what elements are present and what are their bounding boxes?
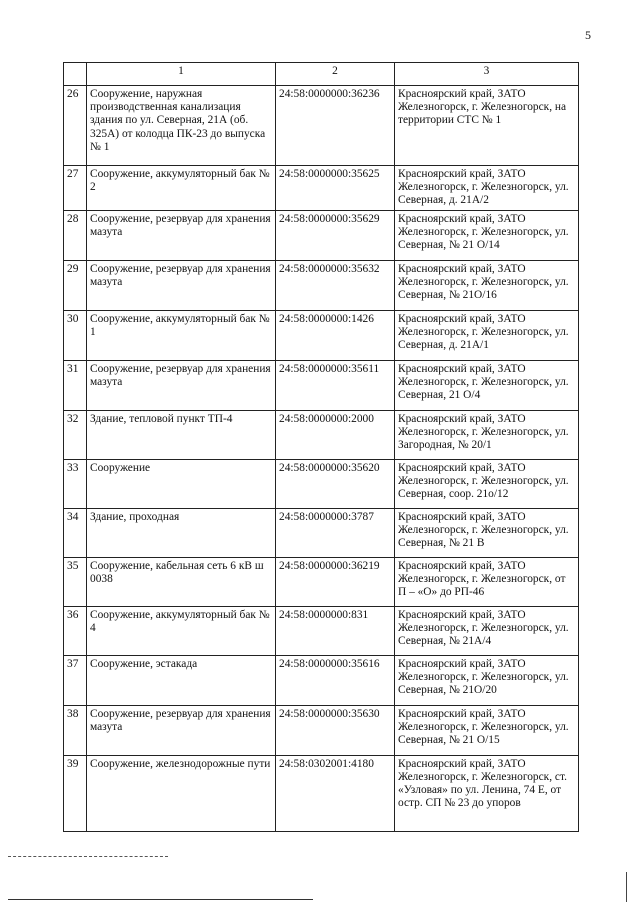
object-name: Сооружение — [87, 459, 276, 508]
object-name: Сооружение, аккумуляторный бак № 4 — [87, 606, 276, 655]
table-row — [64, 557, 579, 606]
cadastral-number: 24:58:0000000:35611 — [276, 360, 395, 410]
object-name: Здание, проходная — [87, 508, 276, 557]
object-address: Красноярский край, ЗАТО Железногорск, г. Железногорск, ул. Северная, № 21О/20 — [395, 655, 579, 705]
cadastral-number: 24:58:0000000:1426 — [276, 310, 395, 360]
cadastral-number: 24:58:0000000:831 — [276, 606, 395, 655]
table-row — [64, 755, 579, 831]
object-name: Сооружение, резервуар для хранения мазута — [87, 260, 276, 310]
object-address: Красноярский край, ЗАТО Железногорск, г. Железногорск, ул. Северная, 21 О/4 — [395, 360, 579, 410]
object-address: Красноярский край, ЗАТО Железногорск, г. Железногорск, ул. Загородная, № 20/1 — [395, 410, 579, 459]
object-address: Красноярский край, ЗАТО Железногорск, г. Железногорск, ул. Северная, д. 21А/1 — [395, 310, 579, 360]
object-address: Красноярский край, ЗАТО Железногорск, г. Железногорск, ул. Северная, д. 21А/2 — [395, 166, 579, 211]
object-address: Красноярский край, ЗАТО Железногорск, г. Железногорск, ул. Северная, № 21О/16 — [395, 260, 579, 310]
object-address: Красноярский край, ЗАТО Железногорск, г. Железногорск, ул. Северная, № 21А/4 — [395, 606, 579, 655]
footer-rule — [8, 899, 313, 900]
row-number: 29 — [64, 260, 87, 310]
object-name: Сооружение, резервуар для хранения мазута — [87, 360, 276, 410]
object-name: Сооружение, кабельная сеть 6 кВ ш 0038 — [87, 557, 276, 606]
table-row — [64, 360, 579, 410]
cadastral-number: 24:58:0000000:36219 — [276, 557, 395, 606]
table-row — [64, 86, 579, 166]
header-cell-address: 3 — [395, 63, 579, 86]
row-number: 27 — [64, 166, 87, 211]
table-row — [64, 606, 579, 655]
object-name: Сооружение, аккумуляторный бак № 1 — [87, 310, 276, 360]
cadastral-number: 24:58:0000000:2000 — [276, 410, 395, 459]
table-row — [64, 210, 579, 260]
row-number: 34 — [64, 508, 87, 557]
table-row — [64, 655, 579, 705]
row-number: 26 — [64, 86, 87, 166]
row-number: 30 — [64, 310, 87, 360]
table-row — [64, 166, 579, 211]
cadastral-number: 24:58:0000000:35620 — [276, 459, 395, 508]
row-number: 32 — [64, 410, 87, 459]
cadastral-number: 24:58:0000000:35616 — [276, 655, 395, 705]
cadastral-number: 24:58:0000000:35632 — [276, 260, 395, 310]
scan-edge-mark — [626, 872, 627, 902]
property-registry-table — [63, 62, 579, 832]
object-address: Красноярский край, ЗАТО Железногорск, г. Железногорск, ул. Северная, № 21 О/14 — [395, 210, 579, 260]
object-name: Здание, тепловой пункт ТП-4 — [87, 410, 276, 459]
row-number: 35 — [64, 557, 87, 606]
table-row — [64, 310, 579, 360]
object-name: Сооружение, резервуар для хранения мазута — [87, 705, 276, 755]
table-row — [64, 705, 579, 755]
object-address: Красноярский край, ЗАТО Железногорск, г. Железногорск, на территории СТС № 1 — [395, 86, 579, 166]
table-header-row — [64, 63, 579, 86]
object-name: Сооружение, резервуар для хранения мазута — [87, 210, 276, 260]
row-number: 38 — [64, 705, 87, 755]
object-name: Сооружение, железнодорожные пути — [87, 755, 276, 831]
row-number: 31 — [64, 360, 87, 410]
object-address: Красноярский край, ЗАТО Железногорск, г. Железногорск, от П – «О» до РП-46 — [395, 557, 579, 606]
cadastral-number: 24:58:0000000:3787 — [276, 508, 395, 557]
cadastral-number: 24:58:0302001:4180 — [276, 755, 395, 831]
cadastral-number: 24:58:0000000:36236 — [276, 86, 395, 166]
cadastral-number: 24:58:0000000:35630 — [276, 705, 395, 755]
table-row — [64, 459, 579, 508]
object-address: Красноярский край, ЗАТО Железногорск, г. Железногорск, ул. Северная, соор. 21о/12 — [395, 459, 579, 508]
cadastral-number: 24:58:0000000:35625 — [276, 166, 395, 211]
table-row — [64, 260, 579, 310]
table-row — [64, 410, 579, 459]
table-body — [64, 86, 579, 832]
object-address: Красноярский край, ЗАТО Железногорск, г. Железногорск, ул. Северная, № 21 О/15 — [395, 705, 579, 755]
table-row — [64, 508, 579, 557]
row-number: 28 — [64, 210, 87, 260]
row-number: 37 — [64, 655, 87, 705]
header-cell-name: 1 — [87, 63, 276, 86]
footer-dashed-line — [8, 856, 168, 857]
object-address: Красноярский край, ЗАТО Железногорск, г. Железногорск, ул. Северная, № 21 В — [395, 508, 579, 557]
page-number: 5 — [585, 28, 591, 42]
row-number: 33 — [64, 459, 87, 508]
header-cell-index — [64, 63, 87, 86]
row-number: 36 — [64, 606, 87, 655]
cadastral-number: 24:58:0000000:35629 — [276, 210, 395, 260]
header-cell-cadastral: 2 — [276, 63, 395, 86]
object-name: Сооружение, наружная производственная канализация здания по ул. Северная, 21А (об. 325А) от колодца ПК-23 до выпуска № 1 — [87, 86, 276, 166]
object-address: Красноярский край, ЗАТО Железногорск, г. Железногорск, ст. «Узловая» по ул. Ленина, 74 Е, от остр. СП № 23 до упоров — [395, 755, 579, 831]
row-number: 39 — [64, 755, 87, 831]
object-name: Сооружение, эстакада — [87, 655, 276, 705]
object-name: Сооружение, аккумуляторный бак № 2 — [87, 166, 276, 211]
